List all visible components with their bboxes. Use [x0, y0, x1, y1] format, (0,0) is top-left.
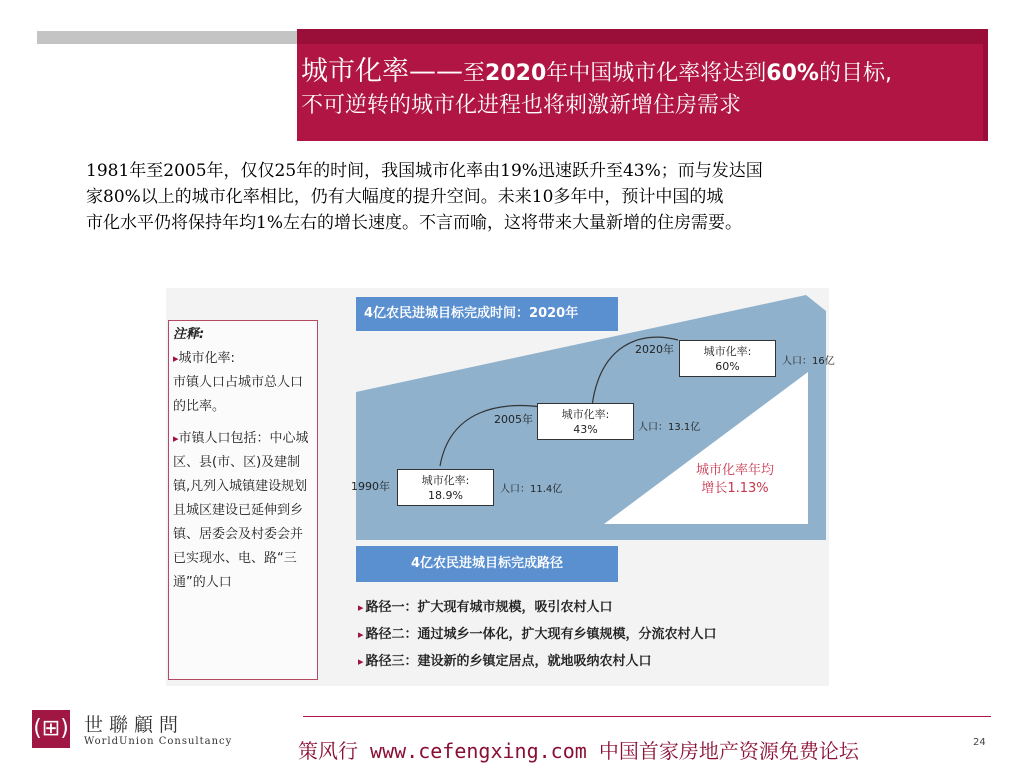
page-number: 24	[973, 737, 986, 748]
growth-line2: 增长1.13%	[701, 481, 769, 496]
stage-value: 60%	[715, 360, 740, 373]
stage-value: 43%	[573, 423, 598, 436]
title-part1: 至	[463, 61, 486, 86]
intro-line: 1981年至2005年，仅仅25年的时间，我国城市化率由19%迅速跃升至43%；而与发达国	[86, 161, 763, 181]
ribbon-target-path: 4亿农民进城目标完成路径	[356, 546, 618, 582]
intro-line: 家80%以上的城市化率相比，仍有大幅度的提升空间。未来10多年中，预计中国的城	[86, 187, 724, 207]
route-list	[358, 594, 818, 675]
company-logo-icon: (⊞)	[32, 710, 70, 748]
stage-year-2005: 2005年	[494, 413, 533, 426]
stage-label: 城市化率:	[703, 345, 752, 358]
title-main: 城市化率——	[301, 56, 463, 87]
stage-population-2005: 人口：13.1亿	[638, 422, 701, 433]
route-item: ▸ 路径一：扩大现有城市规模，吸引农村人口	[358, 594, 818, 621]
title-percent: 60%	[766, 61, 819, 86]
stage-value: 18.9%	[428, 489, 463, 502]
stage-box-2005	[537, 403, 634, 440]
stage-label: 城市化率:	[561, 408, 610, 421]
notes-item1-body: 市镇人口占城市总人口的比率。	[173, 375, 304, 414]
title-part3: 的目标,	[818, 61, 892, 86]
company-name-en: WorldUnion Consultancy	[84, 736, 233, 747]
title-year: 2020	[485, 61, 547, 86]
stage-label: 城市化率:	[421, 474, 470, 487]
growth-line1: 城市化率年均	[695, 463, 774, 478]
intro-line: 市化水平仍将保持年均1%左右的增长速度。不言而喻，这将带来大量新增的住房需要。	[86, 213, 742, 233]
ribbon-target-time: 4亿农民进城目标完成时间：2020年	[356, 297, 618, 331]
stage-box-1990	[397, 469, 494, 506]
footer-slogan: 策风行 www.cefengxing.com 中国首家房地产资源免费论坛	[298, 739, 859, 763]
company-name-cn: 世聯顧問	[84, 714, 185, 736]
stage-year-1990: 1990年	[351, 480, 390, 493]
route-item: ▸ 路径三：建设新的乡镇定居点，就地吸纳农村人口	[358, 648, 818, 675]
notes-title: 注释:	[173, 327, 205, 342]
title-line2: 不可逆转的城市化进程也将刺激新增住房需求	[301, 93, 742, 118]
stage-population-2020: 人口：16亿	[782, 356, 835, 367]
footer-divider	[303, 716, 991, 717]
stage-population-1990: 人口：11.4亿	[500, 484, 563, 495]
notes-item2-body: ▸ 市镇人口包括：中心城区、县(市、区)及建制镇,凡列入城镇建设规划且城区建设已延伸到乡镇、居委会及村委会并已实现水、电、路“三通”的人口	[173, 427, 313, 595]
notes-item1-head: ▸ 城市化率:	[173, 347, 313, 371]
route-item: ▸ 路径二：通过城乡一体化，扩大现有乡镇规模，分流农村人口	[358, 621, 818, 648]
title-part2: 年中国城市化率将达到	[546, 61, 767, 86]
growth-rate-label	[680, 462, 790, 498]
stage-box-2020	[679, 340, 776, 377]
stage-year-2020: 2020年	[635, 343, 674, 356]
